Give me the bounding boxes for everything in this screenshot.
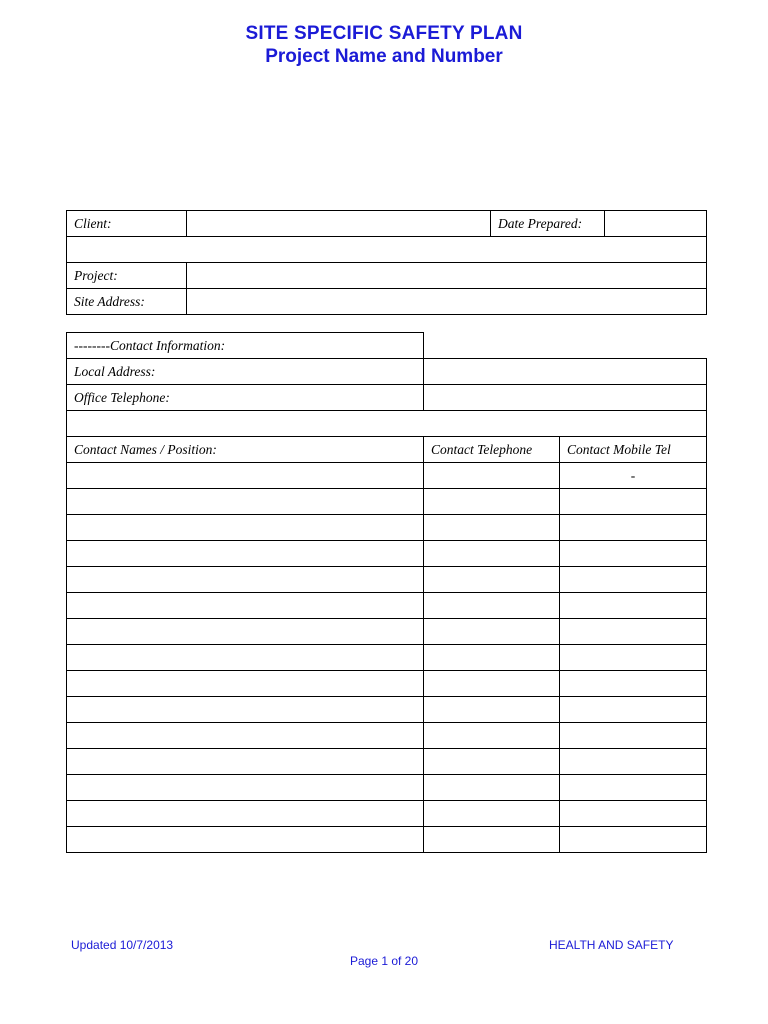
blank-row <box>67 237 707 263</box>
footer-page-number: Page 1 of 20 <box>349 954 419 968</box>
contact-mobile-cell[interactable] <box>560 775 707 801</box>
office-telephone-row <box>67 385 707 411</box>
contact-mobile-cell[interactable] <box>560 489 707 515</box>
contact-mobile-cell[interactable] <box>560 723 707 749</box>
client-field[interactable] <box>187 211 491 237</box>
contact-mobile-cell[interactable] <box>560 541 707 567</box>
contact-telephone-cell[interactable] <box>424 671 560 697</box>
contact-name-cell[interactable] <box>67 567 424 593</box>
project-field[interactable] <box>187 263 707 289</box>
document-header <box>0 22 768 69</box>
contact-row <box>67 567 707 593</box>
contact-row <box>67 541 707 567</box>
contact-row <box>67 619 707 645</box>
contact-mobile-cell[interactable]: - <box>560 463 707 489</box>
project-row <box>67 263 707 289</box>
contact-row <box>67 827 707 853</box>
blank-cell <box>67 411 707 437</box>
site-address-label: Site Address: <box>67 289 187 315</box>
contact-columns-header-row <box>67 437 707 463</box>
contact-name-cell[interactable] <box>67 697 424 723</box>
contact-name-cell[interactable] <box>67 671 424 697</box>
contact-row <box>67 749 707 775</box>
contact-telephone-cell[interactable] <box>424 775 560 801</box>
contact-name-cell[interactable] <box>67 723 424 749</box>
contact-mobile-cell[interactable] <box>560 567 707 593</box>
contact-mobile-cell[interactable] <box>560 515 707 541</box>
contact-info-table <box>66 332 707 853</box>
column-header-mobile: Contact Mobile Tel <box>560 437 707 463</box>
contact-mobile-cell[interactable] <box>560 697 707 723</box>
site-address-row <box>67 289 707 315</box>
client-row <box>67 211 707 237</box>
contact-telephone-cell[interactable] <box>424 801 560 827</box>
contact-row <box>67 671 707 697</box>
contact-row <box>67 697 707 723</box>
contact-mobile-cell[interactable] <box>560 801 707 827</box>
office-telephone-label: Office Telephone: <box>67 385 424 411</box>
contact-row <box>67 515 707 541</box>
footer-updated-date: Updated 10/7/2013 <box>71 938 174 952</box>
contact-name-cell[interactable] <box>67 645 424 671</box>
local-address-label: Local Address: <box>67 359 424 385</box>
contact-mobile-cell[interactable] <box>560 645 707 671</box>
contact-telephone-cell[interactable] <box>424 515 560 541</box>
client-info-table <box>66 210 707 315</box>
contact-row <box>67 723 707 749</box>
date-prepared-label: Date Prepared: <box>491 211 605 237</box>
contact-telephone-cell[interactable] <box>424 619 560 645</box>
column-header-telephone: Contact Telephone <box>424 437 560 463</box>
contact-mobile-cell[interactable] <box>560 593 707 619</box>
contact-name-cell[interactable] <box>67 463 424 489</box>
contact-telephone-cell[interactable] <box>424 463 560 489</box>
contact-name-cell[interactable] <box>67 801 424 827</box>
contact-info-header-row <box>67 333 707 359</box>
contact-telephone-cell[interactable] <box>424 567 560 593</box>
contact-telephone-cell[interactable] <box>424 645 560 671</box>
contact-row <box>67 593 707 619</box>
client-label: Client: <box>67 211 187 237</box>
contact-telephone-cell[interactable] <box>424 697 560 723</box>
contact-name-cell[interactable] <box>67 619 424 645</box>
contact-telephone-cell[interactable] <box>424 489 560 515</box>
contact-name-cell[interactable] <box>67 489 424 515</box>
blank-cell <box>67 237 707 263</box>
contact-info-spacer <box>424 333 707 359</box>
contact-row <box>67 801 707 827</box>
contact-info-label: --------Contact Information: <box>67 333 424 359</box>
document-subtitle: Project Name and Number <box>265 46 503 67</box>
contact-telephone-cell[interactable] <box>424 749 560 775</box>
contact-name-cell[interactable] <box>67 593 424 619</box>
date-prepared-field[interactable] <box>605 211 707 237</box>
column-header-names: Contact Names / Position: <box>67 437 424 463</box>
contact-name-cell[interactable] <box>67 541 424 567</box>
contact-row <box>67 489 707 515</box>
local-address-row <box>67 359 707 385</box>
site-address-field[interactable] <box>187 289 707 315</box>
contact-name-cell[interactable] <box>67 775 424 801</box>
contact-mobile-cell[interactable] <box>560 749 707 775</box>
contact-name-cell[interactable] <box>67 827 424 853</box>
footer-department: HEALTH AND SAFETY <box>549 938 674 952</box>
blank-row <box>67 411 707 437</box>
contact-name-cell[interactable] <box>67 749 424 775</box>
contact-name-cell[interactable] <box>67 515 424 541</box>
contact-row <box>67 645 707 671</box>
project-label: Project: <box>67 263 187 289</box>
contact-telephone-cell[interactable] <box>424 593 560 619</box>
local-address-field[interactable] <box>424 359 707 385</box>
contact-row <box>67 463 707 489</box>
contact-telephone-cell[interactable] <box>424 827 560 853</box>
document-title: SITE SPECIFIC SAFETY PLAN <box>245 23 523 44</box>
contact-mobile-cell[interactable] <box>560 619 707 645</box>
contact-mobile-cell[interactable] <box>560 671 707 697</box>
office-telephone-field[interactable] <box>424 385 707 411</box>
contact-mobile-cell[interactable] <box>560 827 707 853</box>
contact-row <box>67 775 707 801</box>
contact-telephone-cell[interactable] <box>424 723 560 749</box>
contact-telephone-cell[interactable] <box>424 541 560 567</box>
